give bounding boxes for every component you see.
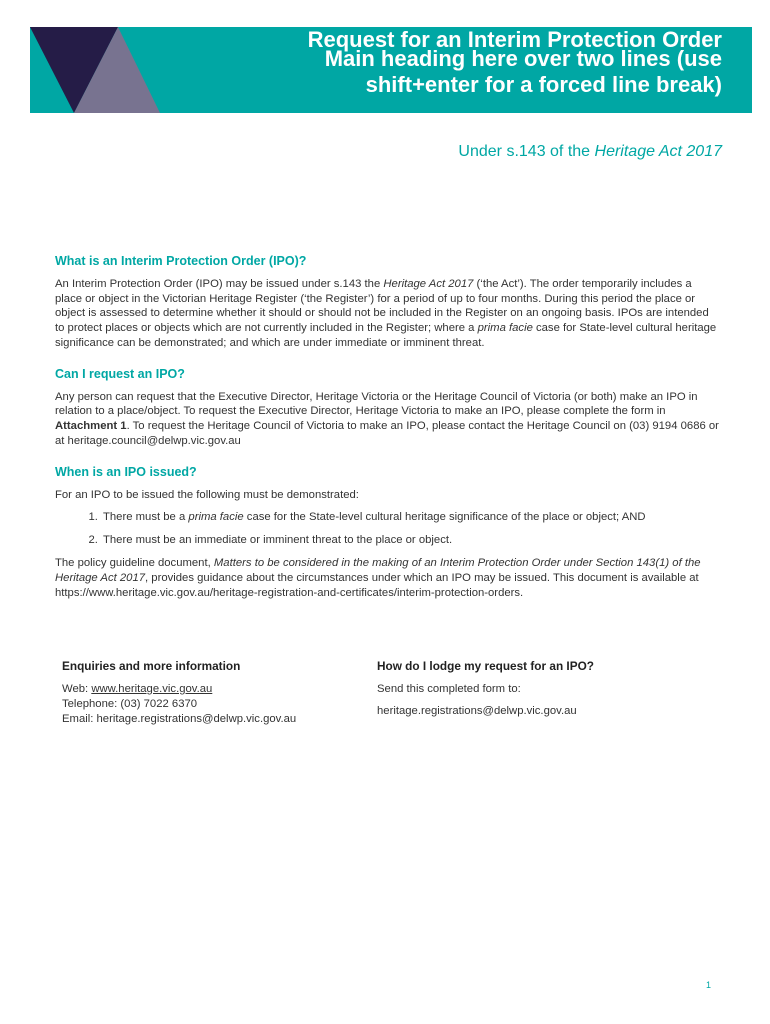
- paragraph: Any person can request that the Executive Director, Heritage Victoria or the Heritage Council of Victoria (or both) make an IPO in relation to a place/object. To request the Executive Director, Heritage Victoria to make an IPO, please complete the form in Attachment 1. To request the Heritage Council of Victoria to make an IPO, please contact the Heritage Council on (03) 9194 0686 or at heritage.council@delwp.vic.gov.au: [55, 390, 719, 447]
- document-title: Request for an Interim Protection Order: [307, 27, 722, 52]
- section-heading: When is an IPO issued?: [55, 464, 197, 479]
- page-number: 1: [706, 980, 712, 990]
- header-banner: [30, 27, 752, 113]
- list-item: 2. There must be an immediate or imminent threat to the place or object.: [101, 533, 720, 548]
- paragraph: For an IPO to be issued the following must be demonstrated:: [55, 488, 359, 501]
- placeholder-heading-line1: Main heading here over two lines (use: [324, 46, 722, 71]
- paragraph: The policy guideline document, Matters to be considered in the making of an Interim Protection Order under Section 143(1) of the Heritage Act 2017, provides guidance about the circumstances under which an IPO may be issued. This document is available at https://www.heritage.vic.gov.au/heritage-registration-and-certificates/interim-protection-orders.: [55, 556, 701, 599]
- section-what-is-ipo: [55, 254, 720, 351]
- section-heading: Can I request an IPO?: [55, 366, 185, 381]
- telephone-line: Telephone: (03) 7022 6370: [62, 698, 198, 710]
- web-line: Web: www.heritage.vic.gov.au: [62, 683, 213, 695]
- document-subtitle: [458, 143, 722, 161]
- email-line: Email: heritage.registrations@delwp.vic.gov.au: [62, 713, 297, 725]
- lodge-email: heritage.registrations@delwp.vic.gov.au: [377, 705, 577, 717]
- website-link[interactable]: www.heritage.vic.gov.au: [91, 683, 213, 695]
- enquiries-heading: Enquiries and more information: [62, 659, 241, 673]
- list-item: 1. There must be a prima facie case for the State-level cultural heritage significance of the place or object; AND: [101, 510, 720, 525]
- criteria-list: [55, 510, 720, 548]
- placeholder-heading-line2: shift+enter for a forced line break): [365, 72, 722, 97]
- section-when-issued: [55, 465, 720, 601]
- subtitle-act: Heritage Act 2017: [594, 143, 722, 160]
- lodge-column: [377, 659, 594, 726]
- enquiries-column: [62, 659, 296, 727]
- lodge-heading: How do I lodge my request for an IPO?: [377, 659, 594, 673]
- subtitle-prefix: Under s.143 of the: [458, 143, 595, 160]
- paragraph: An Interim Protection Order (IPO) may be issued under s.143 the Heritage Act 2017 (‘the Act’). The order temporarily includes a place or object in the Victorian Heritage Register (‘the Register’) for a period of up to four months. During this period the place or object is assessed to determine whether it should or should not be included in the Register on an ongoing basis. IPOs are intended to protect places or objects which are not currently included in the Register; where a prima facie case for State-level cultural heritage significance can be demonstrated; and which are under immediate or imminent threat.: [55, 277, 717, 349]
- section-heading: What is an Interim Protection Order (IPO)?: [55, 254, 307, 268]
- section-can-i-request: [55, 367, 720, 449]
- main-content: [55, 254, 720, 616]
- lodge-instruction: Send this completed form to:: [377, 683, 521, 695]
